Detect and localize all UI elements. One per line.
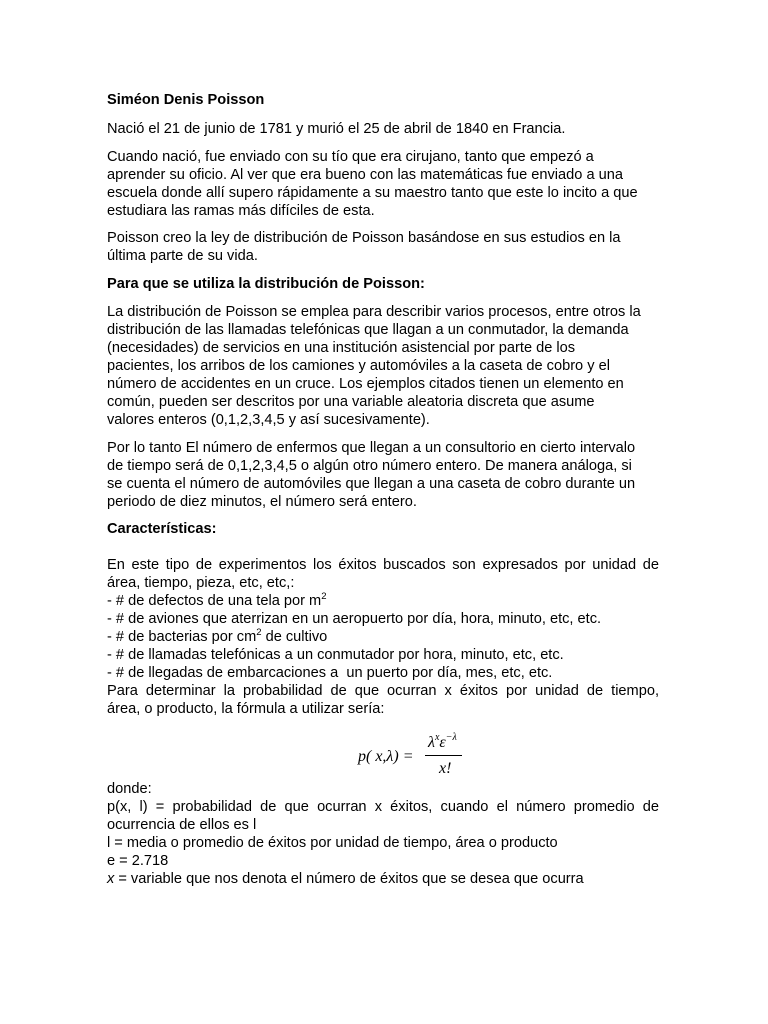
page-title: Siméon Denis Poisson <box>107 92 265 108</box>
definition-l: l = media o promedio de éxitos por unidad de tiempo, área o producto <box>107 835 558 851</box>
exponent-x: x <box>434 732 440 743</box>
uso-line: común, pueden ser descritos por una variable aleatoria discreta que asume <box>107 394 595 410</box>
donde-label: donde: <box>107 781 152 797</box>
uso-line: distribución de las llamadas telefónicas que llagan a un conmutador, la demanda <box>107 322 629 338</box>
definition-x <box>107 870 667 888</box>
example-item <box>107 646 667 664</box>
uso-line: (necesidades) de servicios en una institución asistencial por parte de los <box>107 340 576 356</box>
uso-line: número de accidentes en un cruce. Los ejemplos citados tienen un elemento en <box>107 376 624 392</box>
definition-e: e = 2.718 <box>107 853 169 869</box>
ley-line: Poisson creo la ley de distribución de Poisson basándose en sus estudios en la <box>107 230 621 246</box>
definition-p-line: p(x, l) = probabilidad de que ocurran x éxitos, cuando el número promedio de <box>107 799 659 815</box>
variable-x: x <box>107 871 115 887</box>
caracteristicas-heading: Características: <box>107 521 217 537</box>
intro-line: En este tipo de experimentos los éxitos buscados son expresados por unidad de <box>107 557 659 573</box>
example-item <box>107 628 667 646</box>
uso-line: La distribución de Poisson se emplea para describir varios procesos, entre otros la <box>107 304 641 320</box>
definitions-block <box>107 780 667 888</box>
example-text: - # de llamadas telefónicas a un conmutador por hora, minuto, etc, etc. <box>107 647 564 663</box>
superscript: 2 <box>321 591 327 602</box>
caracteristicas-body <box>107 556 667 718</box>
example-item <box>107 664 667 682</box>
intro-line: área, tiempo, pieza, etc, etc,: <box>107 575 295 591</box>
bio-line: estudiara las ramas más difíciles de esta. <box>107 203 375 219</box>
example-item <box>107 610 667 628</box>
epsilon-symbol: ε <box>439 734 446 751</box>
bio-line: aprender su oficio. Al ver que era bueno con las matemáticas fue enviado a una <box>107 167 623 183</box>
superscript: 2 <box>256 627 262 638</box>
example-text: - # de bacterias por cm <box>107 629 257 645</box>
poisson-formula <box>356 728 468 782</box>
example-item <box>107 592 667 610</box>
uso-line: valores enteros (0,1,2,3,4,5 y así sucesivamente). <box>107 412 430 428</box>
ejemplo-line: se cuenta el número de automóviles que llegan a una caseta de cobro durante un <box>107 476 636 492</box>
definition-p-line: ocurrencia de ellos es l <box>107 817 257 833</box>
exponent-minus-lambda: −λ <box>445 732 457 743</box>
example-text-after: de cultivo <box>261 629 328 645</box>
ley-line: última parte de su vida. <box>107 248 258 264</box>
bio-line: Cuando nació, fue enviado con su tío que era cirujano, tanto que empezó a <box>107 149 594 165</box>
formula-denominator: x! <box>439 760 452 777</box>
uso-line: pacientes, los arribos de los camiones y automóviles a la caseta de cobro y el <box>107 358 610 374</box>
ejemplo-line: periodo de diez minutos, el número será entero. <box>107 494 417 510</box>
ejemplo-line: de tiempo será de 0,1,2,3,4,5 o algún otro número entero. De manera análoga, si <box>107 458 632 474</box>
ejemplo-paragraph <box>107 439 667 511</box>
lambda-symbol: λ <box>428 734 435 751</box>
formula-lhs: p( x,λ) = <box>358 748 414 765</box>
ejemplo-line: Por lo tanto El número de enfermos que llegan a un consultorio en cierto intervalo <box>107 440 636 456</box>
ley-paragraph <box>107 229 667 265</box>
formula-numerator <box>428 732 457 751</box>
bio-line: escuela donde allí supero rápidamente a su maestro tanto que este lo incito a que <box>107 185 638 201</box>
fraction-bar <box>425 755 462 756</box>
uso-heading: Para que se utiliza la distribución de Poisson: <box>107 276 425 292</box>
uso-paragraph <box>107 303 667 429</box>
formula-intro-line: área, o producto, la fórmula a utilizar sería: <box>107 701 385 717</box>
birth-death-line: Nació el 21 de junio de 1781 y murió el 25 de abril de 1840 en Francia. <box>107 121 566 137</box>
example-text: - # de llegadas de embarcaciones a un puerto por día, mes, etc, etc. <box>107 665 553 681</box>
bio-paragraph <box>107 148 667 220</box>
definition-x-text: = variable que nos denota el número de éxitos que se desea que ocurra <box>114 871 584 887</box>
formula-intro-line: Para determinar la probabilidad de que ocurran x éxitos por unidad de tiempo, <box>107 683 659 699</box>
example-text: - # de aviones que aterrizan en un aeropuerto por día, hora, minuto, etc, etc. <box>107 611 602 627</box>
example-text: - # de defectos de una tela por m <box>107 593 322 609</box>
